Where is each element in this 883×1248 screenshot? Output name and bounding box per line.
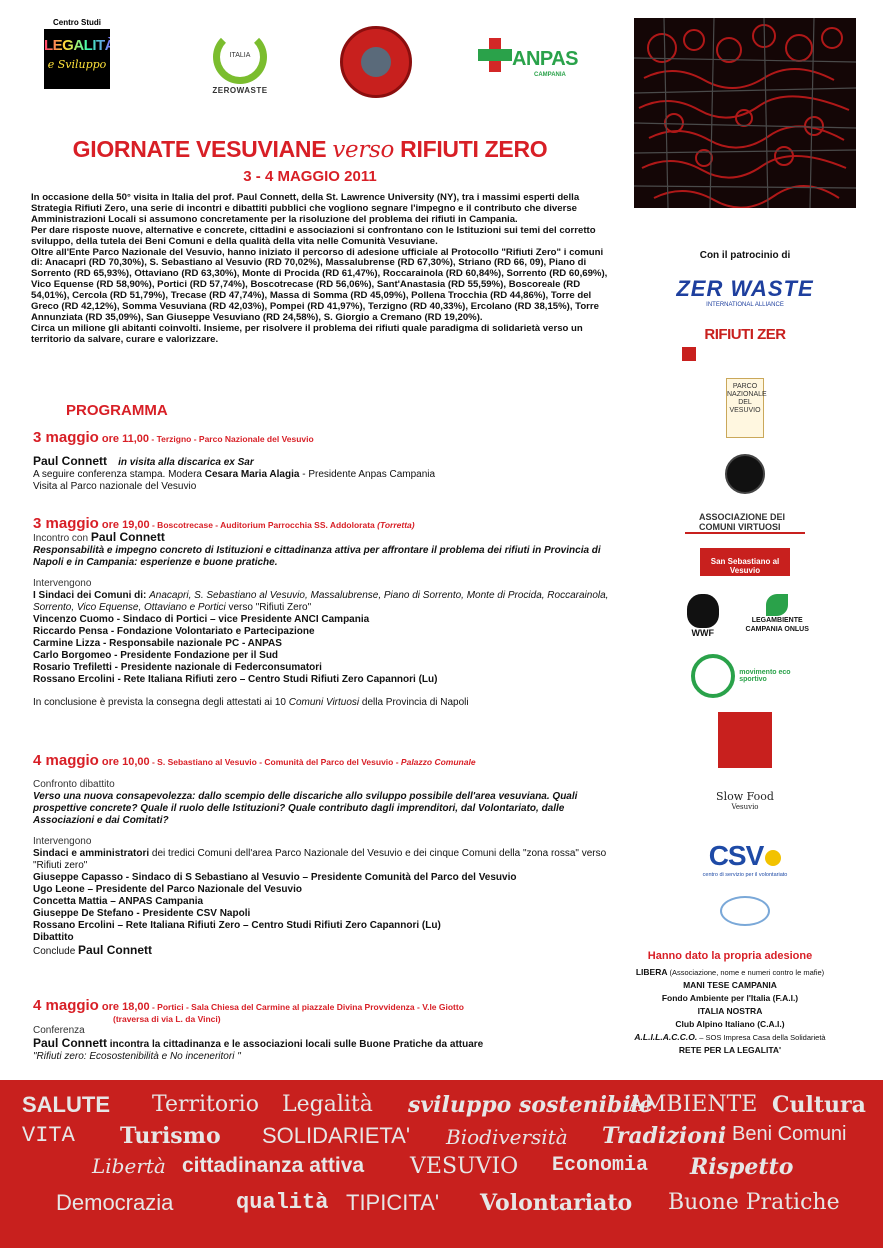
event-4-maggio-evening: 4 maggio ore 18,00 - Portici - Sala Chiesa del Carmine al piazzale Divina Provvidenza - V.le Giotto (traversa di via L. da Vinci) Conferenza Paul Connett incontra la cittadinanza e le associazioni locali sulle Buone Pratiche da attuare "Rifiuti zero: Ecosostenibilità e No inceneritori " <box>33 997 484 1062</box>
legalita-logo <box>42 18 115 89</box>
banner-word: TIPICITA' <box>346 1190 440 1215</box>
intro-text <box>31 193 615 346</box>
centro-studi-label: Centro Studi <box>53 18 101 27</box>
event-3-maggio-evening: 3 maggio ore 19,00 - Boscotrecase - Auditorium Parrocchia SS. Addolorata (Torretta) Incontro con Paul Connett Responsabilità e impegno concreto di Istituzioni e cittadinanza attiva per affrontare il problema dei rifiuti in Provincia di Napoli e in Campania: esperienze e buone pratiche. Intervengono I Sindaci dei Comuni di: Anacapri, S. Sebastiano al Vesuvio, Massalubrense, Piano di Sorrento, Monte di Procida, Roccarainola, Sorrento, Vico Equense, Ottaviano e Portici verso "Rifiuti Zero" Vincenzo Cuomo - Sindaco di Portici – vice Presidente ANCI Campania Riccardo Pensa - Fondazione Volontariato e Partecipazione Carmine Lizza - Responsabile nazionale PC - ANPAS Carlo Borgomeo - Presidente Fondazione per il Sud Rosario Trefiletti - Presidente nazionale di Federconsumatori Rossano Ercolini - Rete Italiana Rifiuti zero – Centro Studi Rifiuti Zero Capannori (Lu) In conclusione è prevista la consegna degli attestati ai 10 Comuni Virtuosi della Provincia di Napoli <box>33 518 613 709</box>
banner-word: Democrazia <box>56 1190 174 1215</box>
wwf-legambiente-logos: WWF LEGAMBIENTE CAMPANIA ONLUS <box>640 594 850 638</box>
zerowaste-international-logo: ZER WASTE INTERNATIONAL ALLIANCE <box>676 276 814 308</box>
banner-word: AMBIENTE <box>628 1092 758 1117</box>
runner-icon <box>691 654 735 698</box>
top-logos <box>30 18 610 118</box>
event-theme: Responsabilità e impegno concreto di Istituzioni e cittadinanza attiva per affrontare il problema dei rifiuti in Provincia di Napoli e in Campania: esperienze e buone pratiche. <box>33 545 601 568</box>
banner-word: cittadinanza attiva <box>182 1154 365 1177</box>
banner-word: sviluppo sostenibile <box>408 1092 654 1118</box>
black-seal-icon <box>640 454 850 494</box>
banner-word: Rispetto <box>690 1154 794 1180</box>
banner-word: Libertà <box>92 1154 166 1178</box>
banner-word: SOLIDARIETA' <box>262 1123 411 1148</box>
intro-paragraph: Per dare risposte nuove, alternative e concrete, cittadini e associazioni si confrontano con le Istituzioni sui temi del corretto sviluppo, della tutela dei Beni Comuni e della qualità della vita nelle Comunità Vesuviane. <box>31 224 596 247</box>
banner-word: VESUVIO <box>410 1154 519 1179</box>
intro-paragraph: Circa un milione gli abitanti coinvolti. Insieme, per risolvere il problema dei rifiuti quale paradigma di solidarietà verso un territorio da salvare, curare e valorizzare. <box>31 322 583 345</box>
parco-vesuvio-logo: PARCO NAZIONALE DEL VESUVIO <box>640 378 850 438</box>
banner-word: Economia <box>552 1154 649 1177</box>
panda-icon <box>687 594 719 628</box>
banner-word: Buone Pratiche <box>668 1190 840 1215</box>
artwork-image <box>634 18 856 208</box>
banner-word: VITA <box>22 1123 75 1148</box>
banner-word: Beni Comuni <box>732 1123 847 1145</box>
csv-logo: CSV centro di servizio per il volontariato <box>702 840 788 878</box>
shield-icon <box>682 347 696 361</box>
page-title: GIORNATE VESUVIANE verso RIFIUTI ZERO <box>72 136 548 163</box>
sviluppo-word: e Sviluppo <box>47 58 107 71</box>
zerowaste-italia-logo <box>205 30 275 95</box>
banner-word: Tradizioni <box>602 1123 727 1149</box>
zerowaste-italia-word: ITALIA <box>229 52 251 59</box>
comitati-vesuviani-seal-icon <box>340 26 412 98</box>
cross-icon <box>478 38 512 72</box>
banner-word: Cultura <box>772 1092 866 1118</box>
blue-ribbon-logo-icon <box>640 896 850 926</box>
speaker-name: Paul Connett <box>33 454 107 468</box>
adesione-list: Hanno dato la propria adesione LIBERA (Associazione, nome e numeri contro le mafie) MANI TESE CAMPANIA Fondo Ambiente per l'Italia (F.A.I.) ITALIA NOSTRA Club Alpino Italiano (C.A.I.) A.L.I.L.A.C.C.O. – SOS Impresa Casa della Solidarietà RETE PER LA LEGALITA' <box>634 950 826 1055</box>
red-square-logo-icon <box>640 712 850 768</box>
zerowaste-label: ZEROWASTE <box>212 86 268 95</box>
banner-word: Biodiversità <box>446 1125 568 1149</box>
slow-food-logo: Slow Food Vesuvio <box>716 790 774 811</box>
banner-word: qualità <box>236 1190 329 1215</box>
event-3-maggio-morning: 3 maggio ore 11,00 - Terzigno - Parco Nazionale del Vesuvio Paul Connett in visita alla discarica ex Sar A seguire conferenza stampa. Modera Cesara Maria Alagia - Presidente Anpas Campania Visita al Parco nazionale del Vesuvio <box>33 429 436 492</box>
intro-paragraph: In occasione della 50° visita in Italia del prof. Paul Connett, della St. Lawrence University (NY), tra i massimi esperti della Strategia Rifiuti Zero, una serie di incontri e dibattiti pubblici che vogliono segnare l'impegno e il contributo che diverse Amministrazioni Locali si assumono concretamente per la risoluzione del problema dei rifiuti in Campania. <box>31 192 580 225</box>
banner-word: Legalità <box>282 1092 373 1117</box>
anpas-logo <box>478 30 578 90</box>
rifiuti-zero-logo: RIFIUTI ZER <box>640 326 850 361</box>
legalita-word: LEGALITÀ <box>44 37 115 54</box>
intro-paragraph: Oltre all'Ente Parco Nazionale del Vesuvio, hanno iniziato il percorso di adesione ufficiale al Protocollo "Rifiuti Zero" i comuni di: Anacapri (RD 70,30%), S. Sebastiano al Vesuvio (RD 70,02%), Massalubrense (RD 67,30%), Striano (RD 66, 09), Piano di Sorrento (RD 65,93%), Ottaviano (RD 63,30%), Monte di Procida (RD 61,47%), Roccarainola (RD 60,84%), Sorrento (RD 60,69%), Vico Equense (RD 58,90%), Portici (RD 57,74%), Boscotrecase (RD 56,06%), Sant'Anastasia (RD 55,59%), Boscoreale (RD 54,01%), Cercola (RD 51,79%), Trecase (RD 47,74%), Massa di Somma (RD 45,09%), Pollena Trocchia (RD 44,86%), Torre del Greco (RD 42,12%), Somma Vesuviana (RD 42,03%), Pompei (RD 41,97%), Terzigno (RD 40,33%), Ercolano (RD 38,15%), Torre Annunziata (RD 35,09%), San Giuseppe Vesuviano (RD 24,58%), S. Giorgio a Cremano (RD 19,20%). <box>31 246 608 323</box>
title-verso: verso <box>332 137 395 163</box>
movimento-eco-sportivo-logo: movimento eco sportivo <box>640 654 850 698</box>
banner-word: Turismo <box>120 1123 221 1149</box>
comuni-virtuosi-logo: ASSOCIAZIONE DEI COMUNI VIRTUOSI <box>640 512 850 534</box>
event-dates: 3 - 4 MAGGIO 2011 <box>243 168 377 185</box>
san-sebastiano-logo: San Sebastiano al Vesuvio <box>640 548 850 576</box>
anpas-word: ANPAS <box>512 48 579 70</box>
programma-heading: PROGRAMMA <box>66 402 168 419</box>
event-theme: Verso una nuova consapevolezza: dallo scempio delle discariche allo sviluppo possibile dell'area vesuviana. Quali prospettive concrete? Quale il ruolo delle Istituzioni? Quale contributo dagli imprenditori, dal Volontariato, dalle Associazioni e dai Comitati? <box>33 791 578 826</box>
leaf-icon <box>766 594 788 616</box>
banner-word: Volontariato <box>480 1190 633 1216</box>
anpas-sub: CAMPANIA <box>534 72 566 78</box>
banner-word: Territorio <box>152 1092 259 1117</box>
event-4-maggio-morning: 4 maggio ore 10,00 - S. Sebastiano al Vesuvio - Comunità del Parco del Vesuvio - Palazzo Comunale Confronto dibattito Verso una nuova consapevolezza: dallo scempio delle discariche allo sviluppo possibile dell'area vesuviana. Quali prospettive concrete? Quale il ruolo delle Istituzioni? Quale contributo dagli imprenditori, dal Volontariato, dalle Associazioni e dai Comitati? Intervengono Sindaci e amministratori dei tredici Comuni dell'area Parco Nazionale del Vesuvio e dei cinque Comuni della "zona rossa" verso "Rifiuti zero" Giuseppe Capasso - Sindaco di S Sebastiano al Vesuvio – Presidente Comunità del Parco del Vesuvio Ugo Leone – Presidente del Parco Nazionale del Vesuvio Concetta Mattia – ANPAS Campania Giuseppe De Stefano - Presidente CSV Napoli Rossano Ercolini – Rete Italiana Rifiuti Zero – Centro Studi Rifiuti Zero Capannori (Lu) Dibattito Conclude Paul Connett <box>33 755 613 958</box>
banner-word: SALUTE <box>22 1092 110 1117</box>
keywords-banner <box>0 1080 883 1248</box>
patrocinio-heading: Con il patrocinio di <box>699 250 791 261</box>
